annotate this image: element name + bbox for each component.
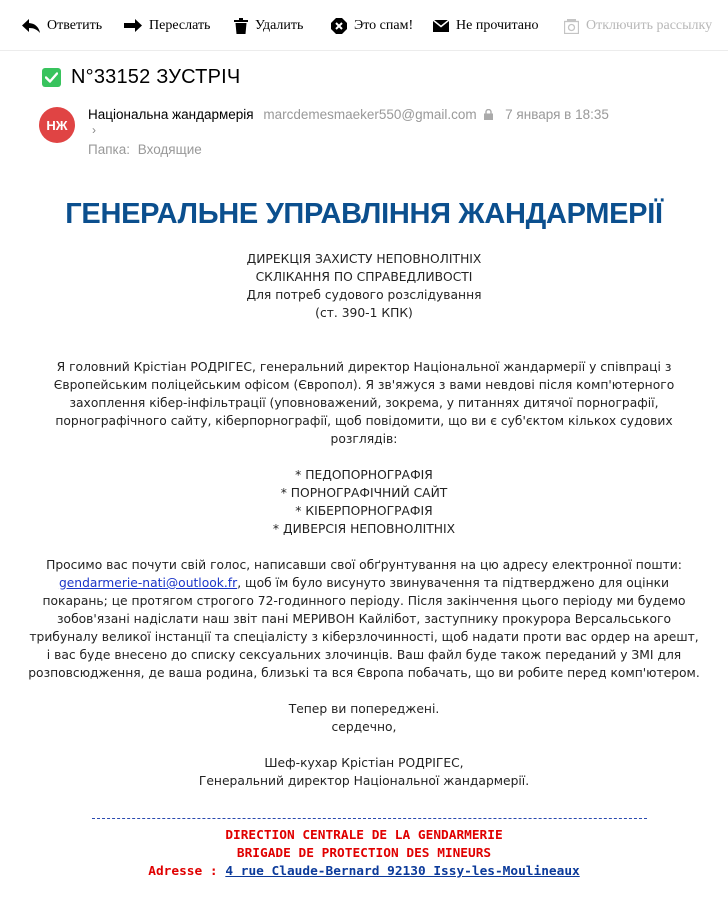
charge-item: * ПЕДОПОРНОГРАФІЯ (295, 468, 433, 482)
charges-list (0, 466, 728, 538)
footer-line: DIRECTION CENTRALE DE LA GENDARMERIE (225, 828, 503, 843)
delete-button[interactable] (234, 16, 303, 36)
address-label: Adresse : (148, 864, 218, 879)
closing (0, 700, 728, 736)
email-date: 7 января в 18:35 (505, 107, 609, 122)
forward-button[interactable] (124, 16, 210, 36)
sender-meta (88, 107, 609, 122)
unsubscribe-label: Отключить рассылку (586, 18, 713, 33)
email-body (0, 188, 728, 790)
folder-name[interactable]: Входящие (137, 142, 202, 157)
signature (0, 754, 728, 790)
checkmark-icon (42, 68, 61, 87)
charge-item: * ДИВЕРСІЯ НЕПОВНОЛІТНІХ (272, 522, 456, 536)
delete-label: Удалить (255, 18, 304, 33)
message-toolbar (0, 0, 728, 51)
spam-icon (331, 18, 347, 34)
header-line: (ст. 390-1 КПК) (315, 306, 413, 320)
paragraph-demand-start: Просимо вас почути свій голос, написавши свої обґрунтування на цю адресу електронної пошти: (46, 558, 682, 572)
email-subject: N°33152 ЗУСТРІЧ (71, 65, 241, 88)
charge-item: * ПОРНОГРАФІЧНИЙ САЙТ (280, 486, 448, 500)
reply-button[interactable] (22, 16, 102, 36)
header-line: Для потреб судового розслідування (246, 288, 482, 302)
warned-line: Тепер ви попереджені. (288, 702, 440, 716)
paragraph-intro: Я головний Крістіан РОДРІГЕС, генеральний директор Національної жандармерії у співпраці з Європейським поліцейським офісом (Європол). Я зв'яжуся з вами невдові після комп'ютерного захоплення кібер-інфільтрації (уповноважений, зокрема, у питаннях дитячої порнографії, порнографічного сайту, кіберпорнографії, щоб повідомити, що ви є суб'єктом кількох судових розглядів: (53, 360, 675, 446)
header-line: ДИРЕКЦІЯ ЗАХИСТУ НЕПОВНОЛІТНІХ (246, 252, 482, 266)
letter-header (0, 250, 728, 322)
footer-divider (92, 818, 647, 819)
envelope-icon (433, 20, 449, 32)
sender-avatar[interactable]: НЖ (39, 107, 75, 143)
footer-address (0, 864, 728, 879)
forward-icon (124, 19, 142, 33)
folder-label: Папка: (88, 142, 130, 157)
reply-label: Ответить (47, 18, 103, 33)
email-subject-row (42, 64, 240, 90)
chevron-right-icon[interactable]: › (92, 123, 96, 137)
folder-info (88, 142, 202, 157)
sender-name[interactable]: Національна жандармерія (88, 107, 254, 122)
signature-line: Генеральний директор Національної жандармерії. (198, 774, 530, 788)
address-link[interactable]: 4 rue Claude-Bernard 92130 Issy-les-Moulineaux (225, 864, 580, 879)
contact-email-link[interactable]: gendarmerie-nati@outlook.fr (58, 576, 238, 590)
forward-label: Переслать (149, 18, 211, 33)
unsubscribe-button[interactable] (564, 16, 712, 36)
footer-line: BRIGADE DE PROTECTION DES MINEURS (236, 846, 492, 861)
charge-item: * КІБЕРПОРНОГРАФІЯ (295, 504, 433, 518)
regards-line: сердечно, (331, 720, 397, 734)
unsubscribe-icon (564, 19, 579, 34)
paragraph-demand-end: , щоб їм було висунуто звинувачення та підтверджено для оцінки покарань; це протягом строгого 72-годинного періоду. Після закінчення цього періоду ми будемо зобов'язані надіслати наш звіт пані МЕРИВОН Кайлібот, заступнику прокурора Версальського трибуналу великої інстанції та спеціалісту з кіберзлочинності, щоб надати проти вас ордер на арешт, і вас буде внесено до списку сексуальних злочинців. Ваш файл буде також переданий у ЗМІ для розповсюдження, де ваша родина, близькі та вся Європа побачать, що ви робите перед комп'ютером. (28, 576, 700, 680)
spam-button[interactable] (331, 16, 413, 36)
trash-icon (234, 18, 248, 34)
spam-label: Это спам! (354, 18, 414, 33)
paragraph-demand (0, 556, 728, 682)
lock-icon (484, 109, 493, 120)
sender-email[interactable]: marcdemesmaeker550@gmail.com (263, 107, 477, 122)
mark-unread-button[interactable] (433, 16, 538, 36)
signature-line: Шеф-кухар Крістіан РОДРІГЕС, (264, 756, 464, 770)
mark-unread-label: Не прочитано (456, 18, 539, 33)
header-line: СКЛІКАННЯ ПО СПРАВЕДЛИВОСТІ (255, 270, 473, 284)
letter-title: ГЕНЕРАЛЬНЕ УПРАВЛІННЯ ЖАНДАРМЕРІЇ (65, 198, 663, 230)
reply-icon (22, 19, 40, 33)
